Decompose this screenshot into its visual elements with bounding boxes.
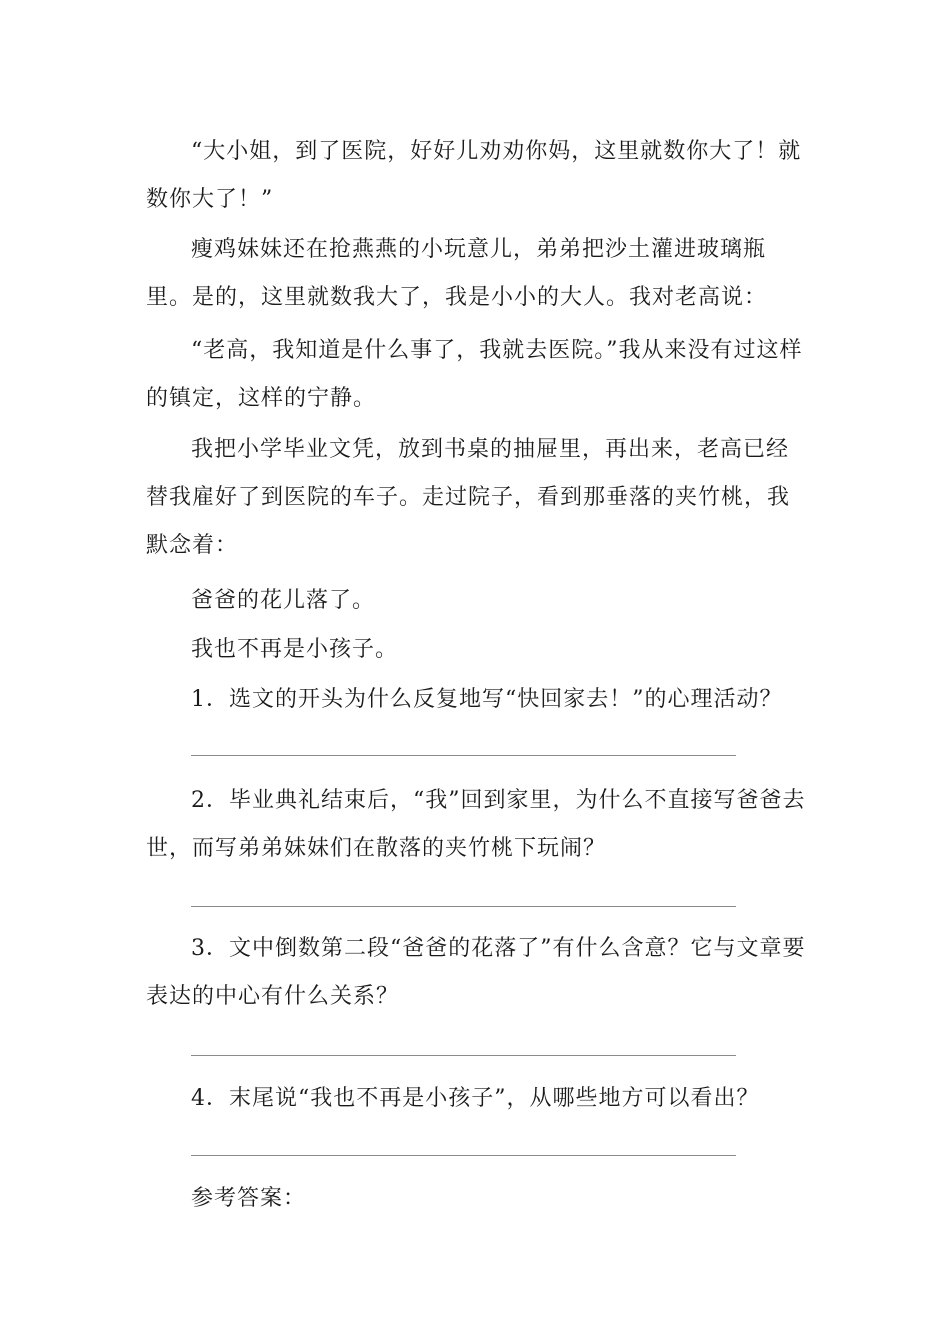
paragraph-1: “大小姐，到了医院，好好儿劝劝你妈，这里就数你大了！就数你大了！”: [146, 139, 802, 212]
question-1: 1．选文的开头为什么反复地写“快回家去！”的心理活动？: [191, 687, 783, 712]
question-2: 2．毕业典礼结束后，“我”回到家里，为什么不直接写爸爸去世，而写弟弟妹妹们在散落的夹竹桃下玩闹？: [146, 788, 806, 861]
answer-line-1[interactable]: [191, 755, 736, 756]
answer-line-3[interactable]: [191, 1055, 736, 1056]
answer-line-2[interactable]: [191, 906, 736, 907]
question-3: 3．文中倒数第二段“爸爸的花落了”有什么含意？它与文章要表达的中心有什么关系？: [146, 936, 806, 1009]
answers-heading: 参考答案：: [191, 1186, 307, 1211]
answer-line-4[interactable]: [191, 1155, 736, 1156]
paragraph-5: 爸爸的花儿落了。: [191, 588, 376, 613]
paragraph-3: “老高，我知道是什么事了，我就去医院。”我从来没有过这样的镇定，这样的宁静。: [146, 338, 803, 411]
paragraph-2: 瘦鸡妹妹还在抢燕燕的小玩意儿，弟弟把沙土灌进玻璃瓶里。是的，这里就数我大了，我是小小的大人。我对老高说：: [146, 237, 768, 310]
paragraph-4: 我把小学毕业文凭，放到书桌的抽屉里，再出来，老高已经替我雇好了到医院的车子。走过院子，看到那垂落的夹竹桃，我默念着：: [146, 437, 791, 558]
paragraph-6: 我也不再是小孩子。: [191, 637, 399, 662]
question-4: 4．末尾说“我也不再是小孩子”，从哪些地方可以看出？: [191, 1086, 760, 1111]
